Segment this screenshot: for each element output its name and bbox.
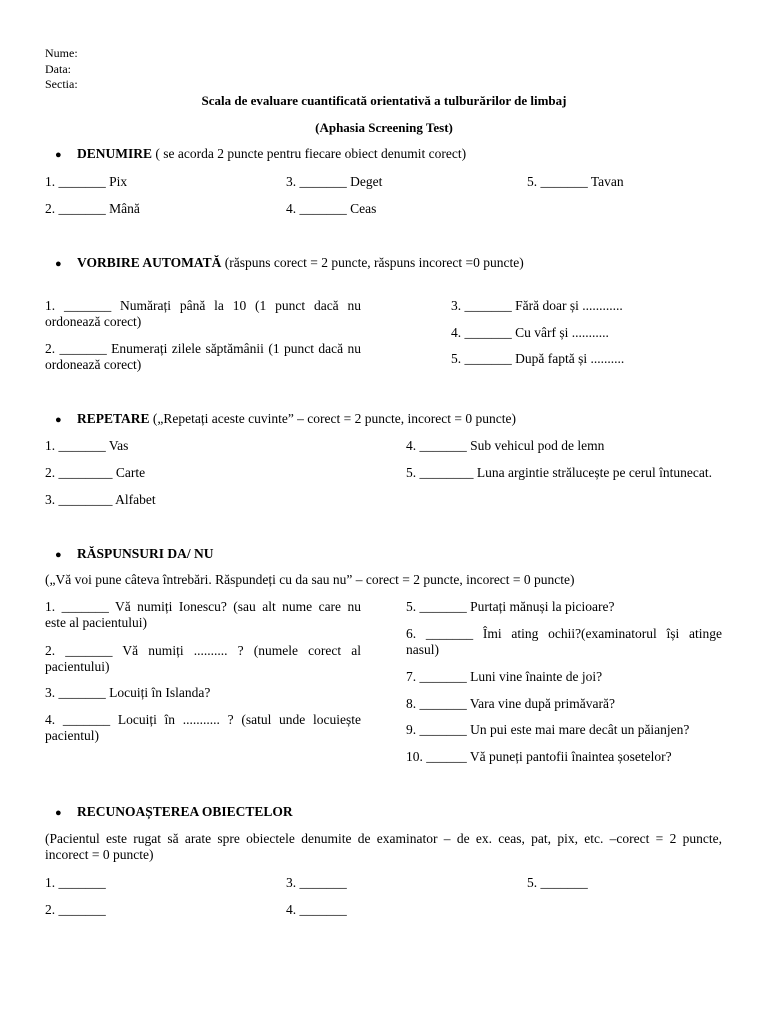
section-title: VORBIRE AUTOMATĂ	[77, 255, 222, 270]
list-item: 5. _______ Purtați mănuși la picioare?	[406, 599, 615, 614]
bullet-icon: ●	[55, 149, 62, 161]
page-subtitle: (Aphasia Screening Test)	[315, 120, 453, 135]
list-item: 2. ________ Carte	[45, 465, 146, 480]
list-item: 1. _______	[45, 875, 106, 890]
list-item: 3. ________ Alfabet	[45, 492, 156, 507]
section-vorbire-heading	[55, 255, 524, 271]
list-item: 2. _______ Enumerați zilele săptămânii (1 punct dacă nu ordonează corect)	[45, 341, 361, 372]
section-denumire-heading	[55, 146, 466, 162]
section-intro: („Vă voi pune câteva întrebări. Răspundeți cu da sau nu” – corect = 2 puncte, incorect = 0 puncte)	[45, 572, 575, 587]
bullet-icon: ●	[55, 414, 62, 426]
list-item: 3. _______ Fără doar și ............	[451, 298, 623, 313]
bullet-icon: ●	[55, 549, 62, 561]
list-item: 5. _______ După faptă și ..........	[451, 351, 625, 366]
date-label: Data:	[45, 62, 71, 76]
section-repetare-heading	[55, 411, 516, 427]
list-item: 3. _______ Locuiți în Islanda?	[45, 685, 211, 700]
section-note: (răspuns corect = 2 puncte, răspuns incorect =0 puncte)	[221, 255, 524, 270]
name-label: Nume:	[45, 46, 78, 60]
list-item: 2. _______	[45, 902, 106, 917]
list-item: 5. ________ Luna argintie strălucește pe cerul întunecat.	[406, 465, 713, 480]
list-item: 3. _______ Deget	[286, 174, 383, 189]
list-item: 4. _______ Locuiți în ........... ? (satul unde locuiește pacientul)	[45, 712, 361, 743]
list-item: 5. _______	[527, 875, 588, 890]
section-note: („Repetați aceste cuvinte” – corect = 2 puncte, incorect = 0 puncte)	[149, 411, 516, 426]
section-label: Sectia:	[45, 77, 78, 91]
list-item: 8. _______ Vara vine după primăvară?	[406, 696, 615, 711]
list-item: 4. _______	[286, 902, 347, 917]
bullet-icon: ●	[55, 807, 62, 819]
section-note: ( se acorda 2 puncte pentru fiecare obiect denumit corect)	[152, 146, 467, 161]
list-item: 1. _______ Vă numiți Ionescu? (sau alt nume care nu este al pacientului)	[45, 599, 361, 630]
section-title: DENUMIRE	[77, 146, 153, 161]
list-item: 9. _______ Un pui este mai mare decât un păianjen?	[406, 722, 690, 737]
section-raspunsuri-heading	[55, 546, 214, 562]
list-item: 1. _______ Pix	[45, 174, 128, 189]
page-title: Scala de evaluare cuantificată orientativă a tulburărilor de limbaj	[201, 93, 567, 108]
section-recunoasterea-heading	[55, 804, 293, 820]
list-item: 2. _______ Vă numiți .......... ? (numele corect al pacientului)	[45, 643, 361, 674]
list-item: 7. _______ Luni vine înainte de joi?	[406, 669, 603, 684]
bullet-icon: ●	[55, 258, 62, 270]
list-item: 1. _______ Vas	[45, 438, 129, 453]
list-item: 3. _______	[286, 875, 347, 890]
list-item: 5. _______ Tavan	[527, 174, 624, 189]
list-item: 1. _______ Numărați până la 10 (1 punct dacă nu ordonează corect)	[45, 298, 361, 329]
section-title: RECUNOAȘTEREA OBIECTELOR	[77, 804, 293, 819]
list-item: 2. _______ Mână	[45, 201, 140, 216]
list-item: 4. _______ Ceas	[286, 201, 377, 216]
section-title: REPETARE	[77, 411, 150, 426]
section-title: RĂSPUNSURI DA/ NU	[77, 546, 214, 561]
list-item: 10. ______ Vă puneți pantofii înaintea șosetelor?	[406, 749, 672, 764]
list-item: 4. _______ Cu vârf și ...........	[451, 325, 609, 340]
list-item: 4. _______ Sub vehicul pod de lemn	[406, 438, 605, 453]
list-item: 6. _______ Îmi ating ochii?(examinatorul își atinge nasul)	[406, 626, 722, 657]
section-intro: (Pacientul este rugat să arate spre obiectele denumite de examinator – de ex. ceas, pat, pix, etc. –corect = 2 puncte, incorect = 0 puncte)	[45, 831, 722, 862]
